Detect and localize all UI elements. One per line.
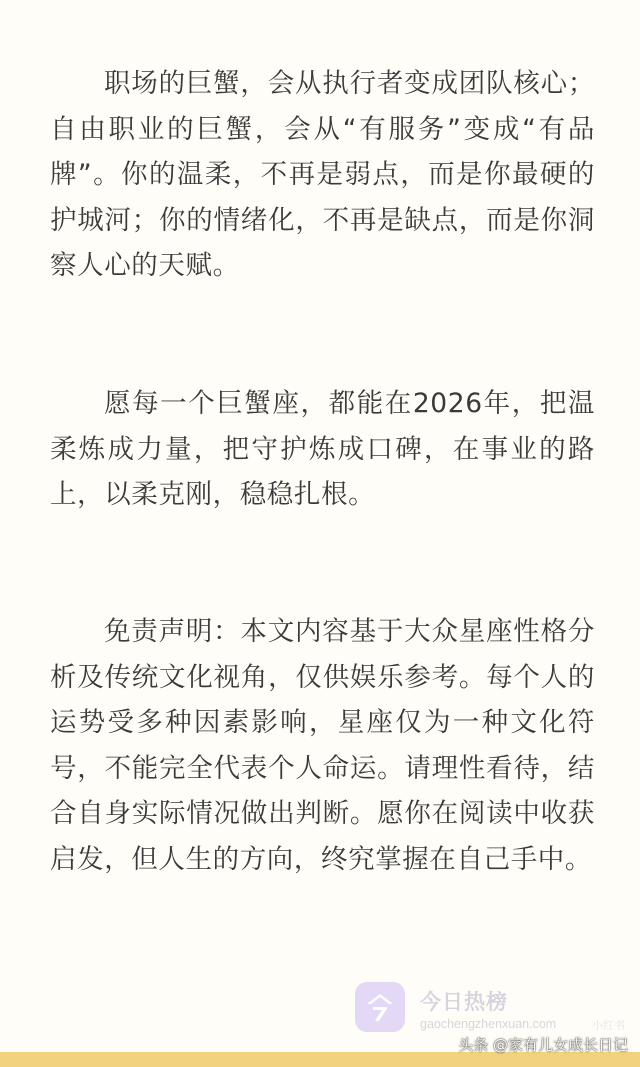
watermark-mark: 小红书 [592, 1019, 625, 1032]
jinri-rebang-logo-icon [355, 982, 405, 1032]
article-paragraph-2: 愿每一个巨蟹座，都能在2026年，把温柔炼成力量，把守护炼成口碑，在事业的路上，以柔克刚，稳稳扎根。 [50, 388, 595, 510]
disclaimer-paragraph: 免责声明：本文内容基于大众星座性格分析及传统文化视角，仅供娱乐参考。每个人的运势受多种因素影响，星座仅为一种文化符号，不能完全代表个人命运。请理性看待，结合自身实际情况做出判断。愿你在阅读中收获启发，但人生的方向，终究掌握在自己手中。 [50, 616, 595, 875]
watermark [355, 982, 625, 1038]
watermark-brand: 今日热榜 [420, 990, 508, 1014]
watermark-url: gaochengzhenxuan.com [420, 1017, 557, 1031]
article-paragraph-1: 职场的巨蟹，会从执行者变成团队核心；自由职业的巨蟹，会从“有服务”变成“有品牌”。你的温柔，不再是弱点，而是你最硬的护城河；你的情绪化，不再是缺点，而是你洞察人心的天赋。 [50, 68, 595, 281]
source-credit: 头条 @家有儿女成长日记 [458, 1036, 628, 1054]
